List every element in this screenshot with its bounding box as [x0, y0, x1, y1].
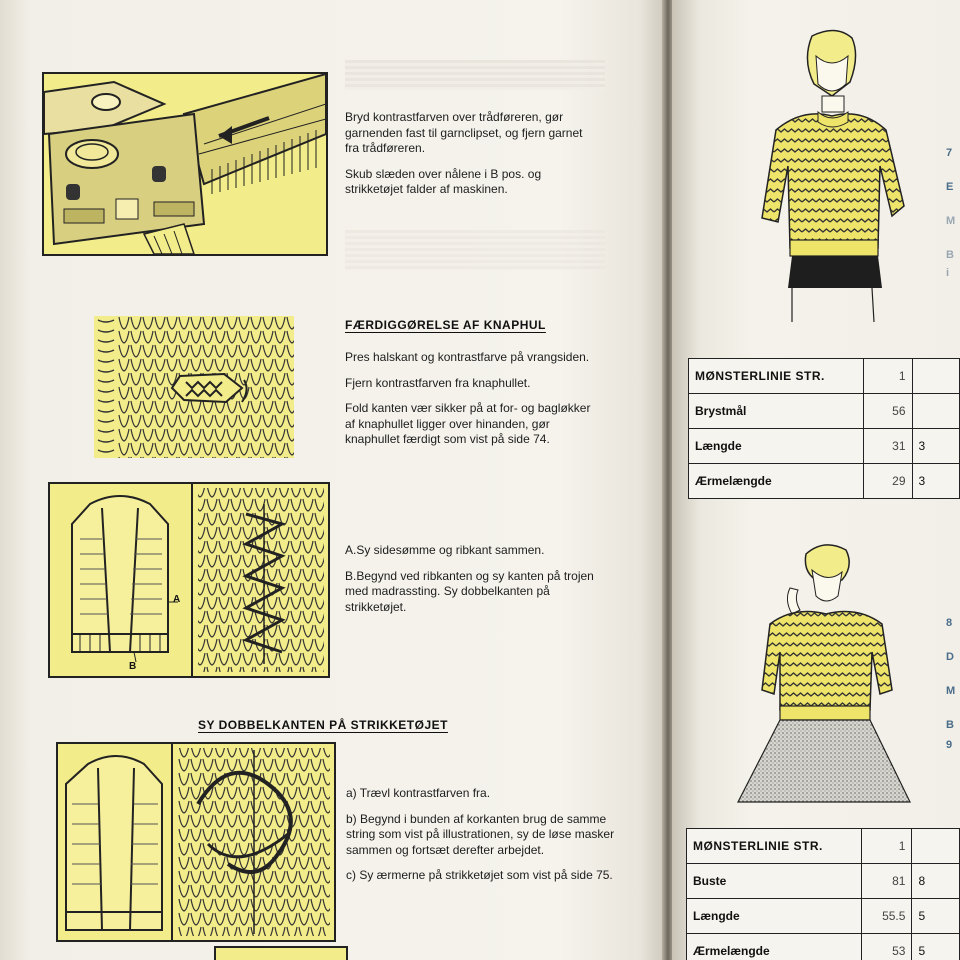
section2-para1: Pres halskant og kontrastfarve på vrangsiden. — [345, 350, 590, 364]
section2-text — [345, 350, 600, 458]
table-row — [689, 394, 960, 429]
model1-figure — [732, 26, 922, 326]
side-text-1-line-3: B — [946, 249, 954, 261]
buttonhole-drawing — [94, 316, 294, 458]
faint-bleedthrough — [345, 230, 605, 270]
section2-para2: Fjern kontrastfarven fra knaphullet. — [345, 375, 531, 390]
knitting-machine-drawing — [44, 74, 326, 254]
side-text-2-line-1: 8 D — [946, 617, 954, 663]
side-text-1 — [946, 136, 960, 290]
table-row — [687, 899, 960, 934]
table2-row3-next: 5 — [912, 934, 960, 960]
bottom-box-edge — [214, 946, 348, 960]
table1-header-next — [912, 359, 959, 394]
section3-item-b: B.Begynd ved ribkanten og sy kanten på trojen med madrassting. Sy dobbelkanten på strikketøjet. — [345, 568, 594, 614]
vest-seam-drawing — [50, 484, 328, 676]
section4-text — [346, 786, 621, 894]
table1-row2-value: 31 — [863, 429, 912, 464]
table2-row3-label: Ærmelængde — [687, 934, 862, 960]
section4-heading: SY DOBBELKANTEN PÅ STRIKKETØJET — [198, 718, 448, 732]
table-row — [689, 464, 960, 499]
side-text-1-line-1: 7 E — [946, 147, 954, 193]
section1-para1: Bryd kontrastfarven over trådføreren, gør garnenden fast til garnclipset, og fjern garnet fra trådføreren. — [345, 110, 583, 155]
table2-header-next — [912, 829, 960, 864]
section2-heading: FÆRDIGGØRELSE AF KNAPHUL — [345, 318, 546, 332]
double-edge-drawing — [58, 744, 334, 940]
table2-row2-label: Længde — [687, 899, 862, 934]
knitting-machine-illustration — [42, 72, 328, 256]
buttonhole-illustration — [94, 316, 294, 458]
side-text-1-line-4: i — [946, 267, 950, 279]
label-a: A — [173, 594, 181, 605]
table-row — [687, 864, 960, 899]
section1-text — [345, 110, 595, 208]
table1-row3-label: Ærmelængde — [689, 464, 864, 499]
table1-row3-value: 29 — [863, 464, 912, 499]
table2-row2-next: 5 — [912, 899, 960, 934]
table-row — [689, 429, 960, 464]
table2-row2-value: 55.5 — [862, 899, 912, 934]
table1-row1-next — [912, 394, 959, 429]
section4-item-b: b) Begynd i bunden af korkanten brug de samme string som vist på illustrationen, sy de løse masker sammen og fortsæt derefter arbejdet. — [346, 811, 615, 857]
double-edge-illustration — [56, 742, 336, 942]
size-table-1 — [688, 358, 960, 499]
faint-bleedthrough — [345, 60, 605, 90]
side-text-1-line-2: M — [946, 215, 956, 227]
side-text-2 — [946, 606, 960, 762]
table-row — [687, 934, 960, 960]
table1-row2-next: 3 — [912, 429, 959, 464]
table2-row3-value: 53 — [862, 934, 912, 960]
section3-text — [345, 543, 610, 625]
table1-header-row — [689, 359, 960, 394]
side-text-2-line-4: 9 — [946, 739, 953, 751]
table2-header-label: MØNSTERLINIE STR. — [687, 829, 862, 864]
right-page — [672, 0, 960, 960]
section4-item-c: c) Sy ærmerne på strikketøjet som vist på side 75. — [346, 868, 613, 882]
label-b: B — [129, 661, 137, 672]
model2-figure — [734, 540, 914, 810]
table1-header-label: MØNSTERLINIE STR. — [689, 359, 864, 394]
table2-row1-label: Buste — [687, 864, 862, 899]
table1-row1-value: 56 — [863, 394, 912, 429]
table2-header-value: 1 — [862, 829, 912, 864]
table2-row1-next: 8 — [912, 864, 960, 899]
size-table-2 — [686, 828, 960, 960]
table2-header-row — [687, 829, 960, 864]
table1-row1-label: Brystmål — [689, 394, 864, 429]
section2-para3: Fold kanten vær sikker på at for- og bagløkker af knaphullet ligger over hinanden, gør knaphullet færdigt som vist på side 74. — [345, 401, 591, 446]
table2-row1-value: 81 — [862, 864, 912, 899]
side-text-2-line-2: M — [946, 685, 956, 697]
section4-item-a: a) Trævl kontrastfarven fra. — [346, 786, 491, 800]
section3-item-a: A.Sy sidesømme og ribkant sammen. — [345, 543, 545, 557]
side-text-2-line-3: B — [946, 719, 954, 731]
vest-seam-illustration — [48, 482, 330, 678]
table1-header-value: 1 — [863, 359, 912, 394]
table1-row3-next: 3 — [912, 464, 959, 499]
table1-row2-label: Længde — [689, 429, 864, 464]
section1-para2: Skub slæden over nålene i B pos. og strikketøjet falder af maskinen. — [345, 166, 542, 196]
